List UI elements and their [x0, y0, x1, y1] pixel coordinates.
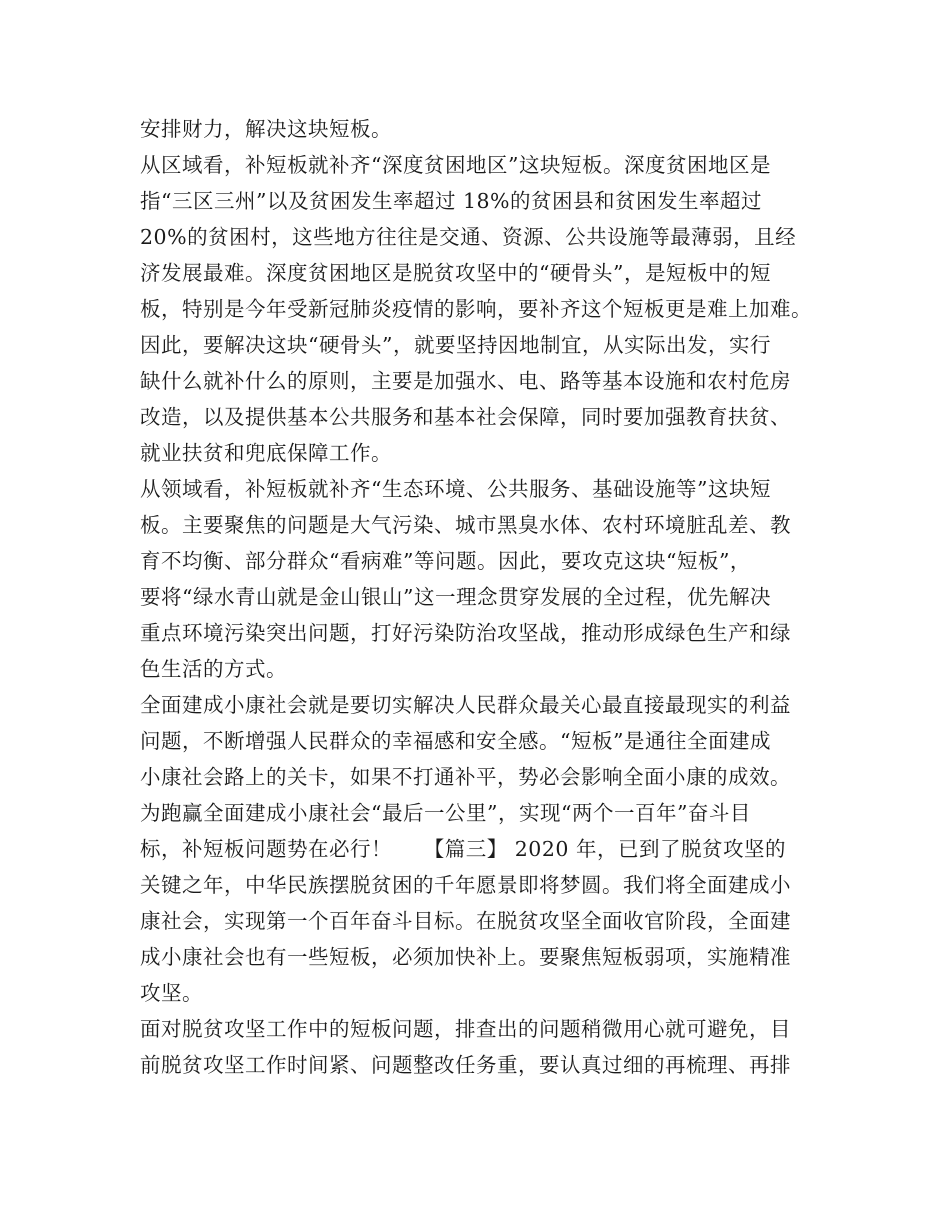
- text-line: 关键之年，中华民族摆脱贫困的千年愿景即将梦圆。我们将全面建成小: [140, 873, 791, 897]
- text-line: 因此，要解决这块“硬骨头”，就要坚持因地制宜，从实际出发，实行: [140, 333, 771, 357]
- text-line: 重点环境污染突出问题，打好污染防治攻坚战，推动形成绿色生产和绿: [140, 621, 791, 645]
- text-line: 20%的贫困村，这些地方往往是交通、资源、公共设施等最薄弱，且经: [140, 225, 797, 249]
- text-line: 育不均衡、部分群众“看病难”等问题。因此，要攻克这块“短板”，: [140, 549, 751, 573]
- text-line: 改造，以及提供基本公共服务和基本社会保障，同时要加强教育扶贫、: [140, 405, 791, 429]
- text-line: 攻坚。: [140, 981, 203, 1005]
- text-line: 色生活的方式。: [140, 657, 287, 681]
- text-line: 安排财力，解决这块短板。: [140, 117, 392, 141]
- text-line: 面对脱贫攻坚工作中的短板问题，排查出的问题稍微用心就可避免，目: [140, 1017, 791, 1041]
- text-line: 前脱贫攻坚工作时间紧、问题整改任务重，要认真过细的再梳理、再排: [140, 1053, 791, 1077]
- text-line: 就业扶贫和兜底保障工作。: [140, 441, 392, 465]
- document-body: [140, 111, 830, 1083]
- text-line: 板，特别是今年受新冠肺炎疫情的影响，要补齐这个短板更是难上加难。: [140, 297, 812, 321]
- text-line: 标，补短板问题势在必行！ 【篇三】 2020 年，已到了脱贫攻坚的: [140, 837, 786, 861]
- text-line: 全面建成小康社会就是要切实解决人民群众最关心最直接最现实的利益: [140, 693, 791, 717]
- text-line: 济发展最难。深度贫困地区是脱贫攻坚中的“硬骨头”，是短板中的短: [140, 261, 771, 285]
- text-line: 指“三区三州”以及贫困发生率超过 18%的贫困县和贫困发生率超过: [140, 189, 763, 213]
- text-line: 要将“绿水青山就是金山银山”这一理念贯穿发展的全过程，优先解决: [140, 585, 771, 609]
- text-line: 康社会，实现第一个百年奋斗目标。在脱贫攻坚全面收官阶段，全面建: [140, 909, 791, 933]
- text-line: 从领域看，补短板就补齐“生态环境、公共服务、基础设施等”这块短: [140, 477, 771, 501]
- text-line: 为跑赢全面建成小康社会“最后一公里”，实现“两个一百年”奋斗目: [140, 801, 751, 825]
- text-line: 缺什么就补什么的原则，主要是加强水、电、路等基本设施和农村危房: [140, 369, 791, 393]
- text-line: 成小康社会也有一些短板，必须加快补上。要聚焦短板弱项，实施精准: [140, 945, 791, 969]
- text-line: 从区域看，补短板就补齐“深度贫困地区”这块短板。深度贫困地区是: [140, 153, 771, 177]
- text-line: 问题，不断增强人民群众的幸福感和安全感。“短板”是通往全面建成: [140, 729, 771, 753]
- text-line: 板。主要聚焦的问题是大气污染、城市黑臭水体、农村环境脏乱差、教: [140, 513, 791, 537]
- text-line: 小康社会路上的关卡，如果不打通补平，势必会影响全面小康的成效。: [140, 765, 791, 789]
